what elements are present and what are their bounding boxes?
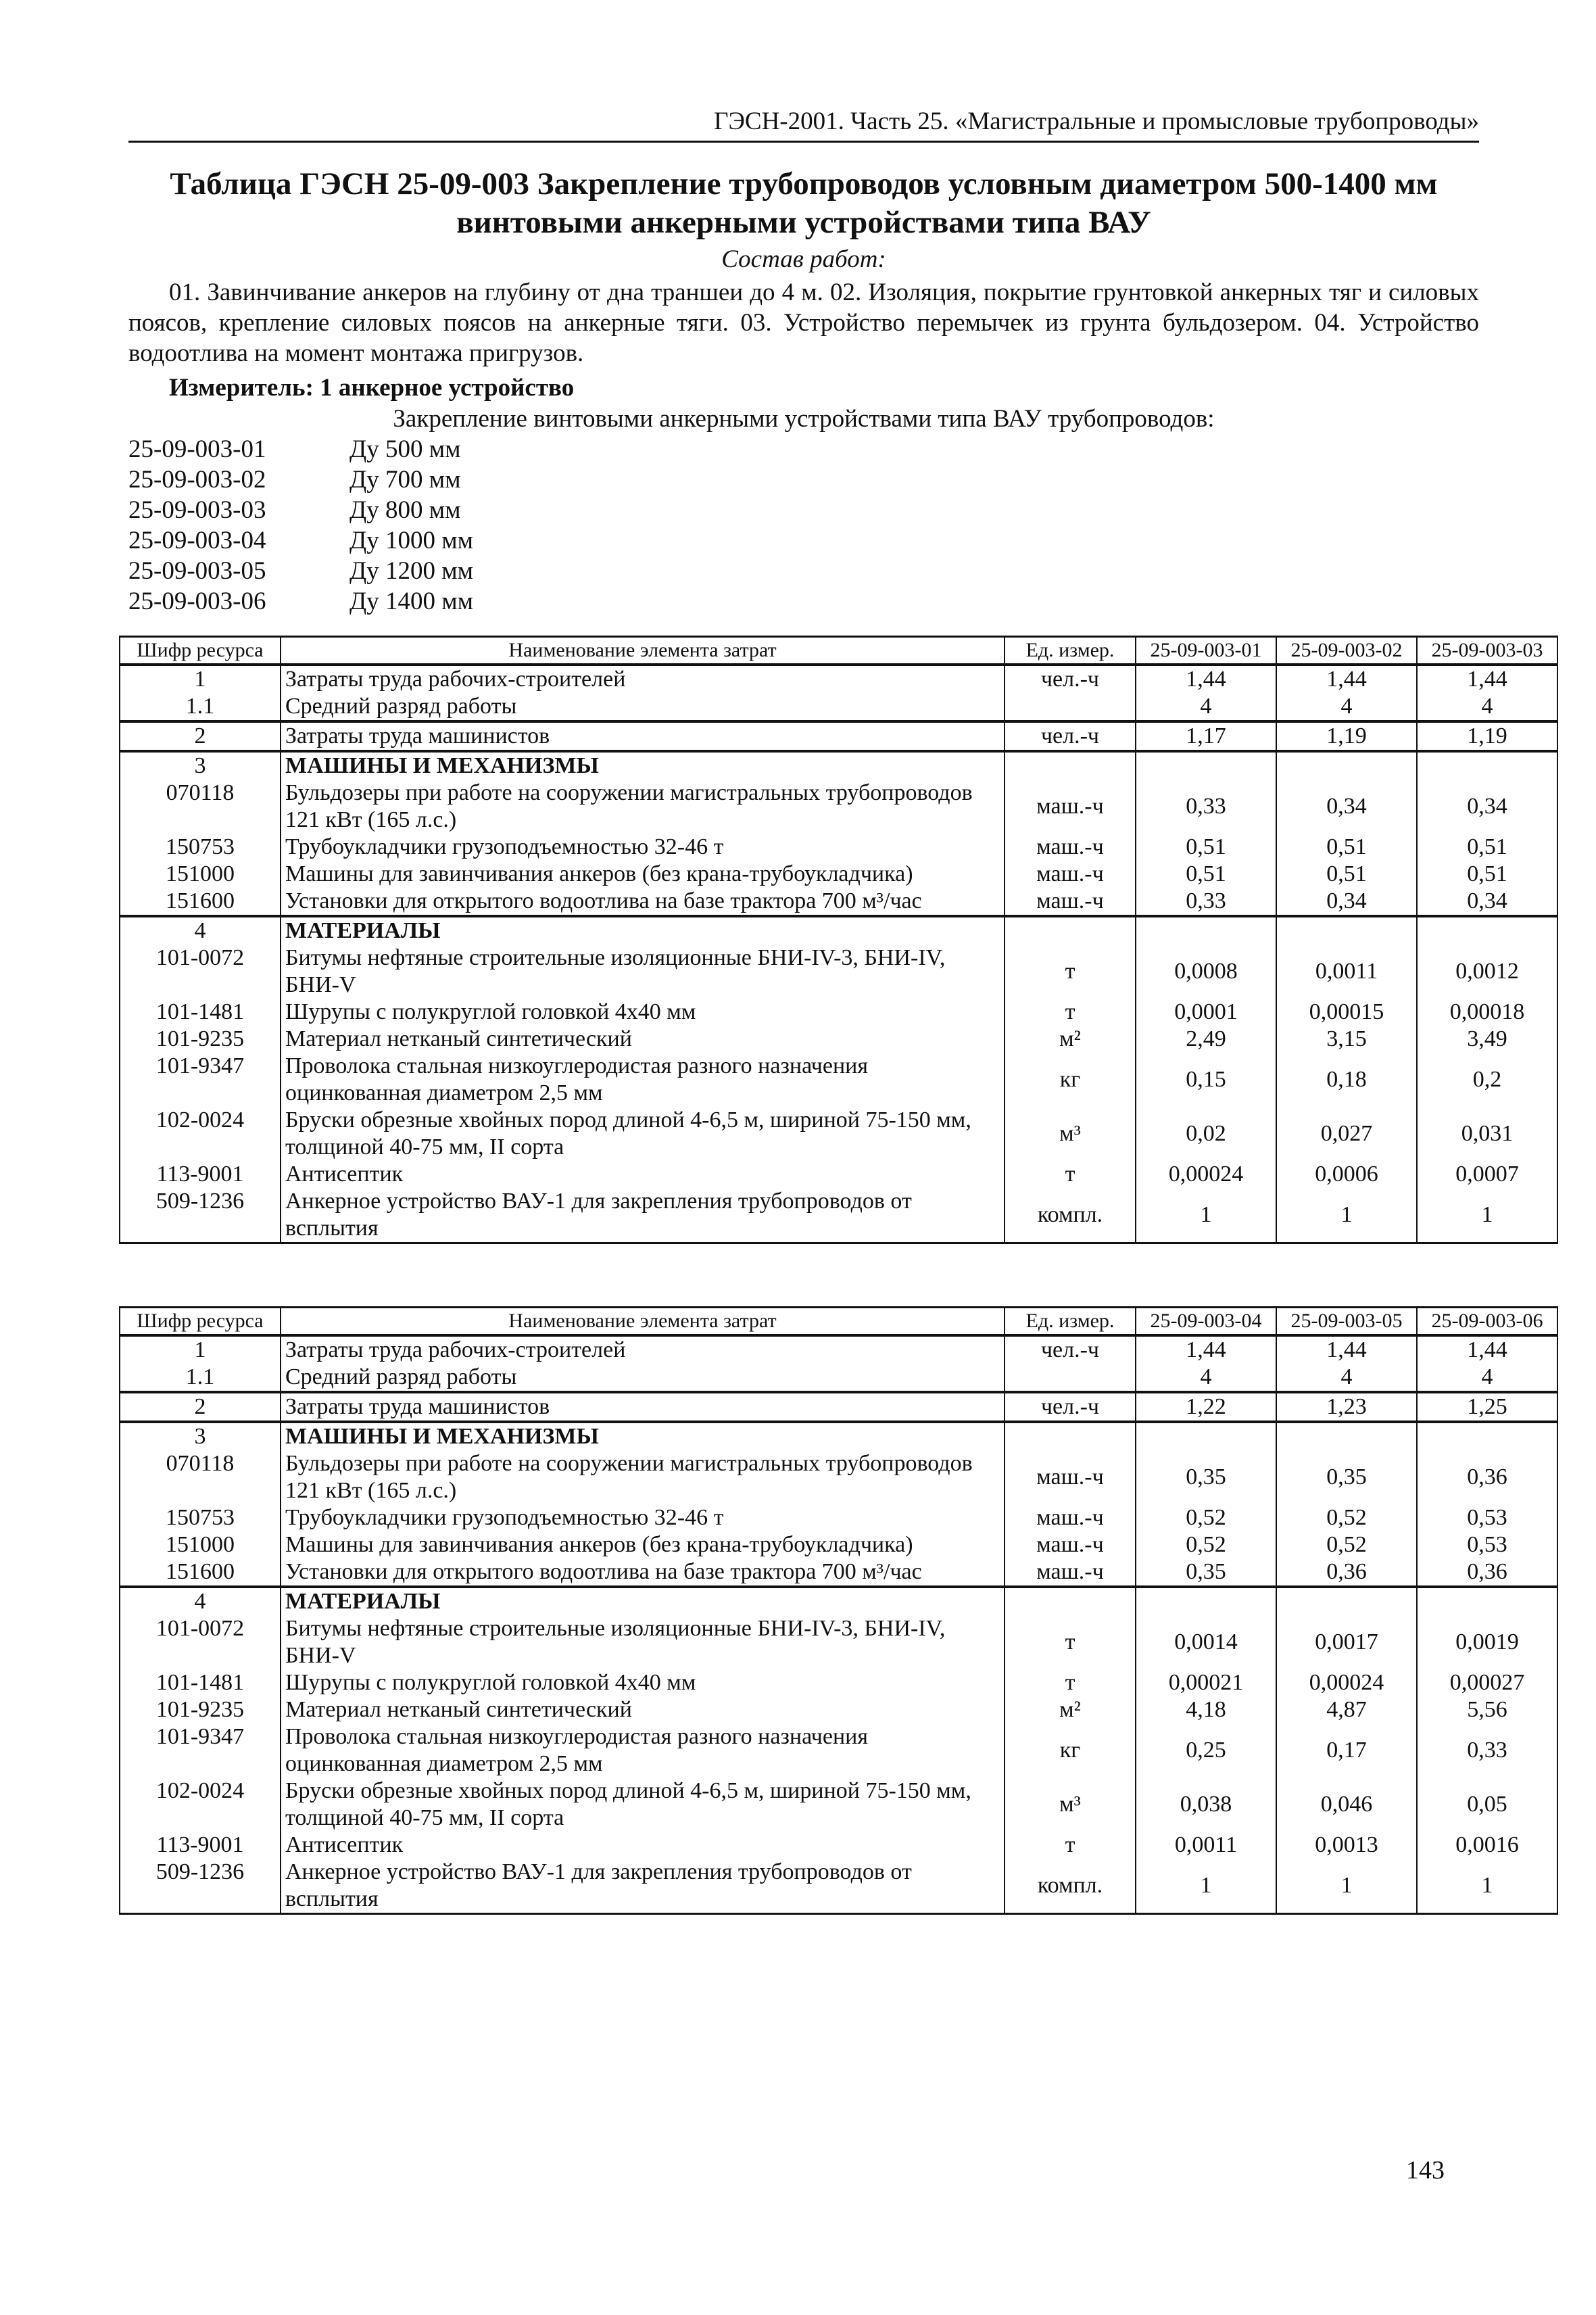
norm-value: 0,52 (1136, 1531, 1276, 1558)
norm-value (1276, 751, 1417, 780)
unit: м² (1005, 1696, 1136, 1723)
running-header: ГЭСН-2001. Часть 25. «Магистральные и промысловые трубопроводы» (128, 103, 1479, 143)
resource-code: 070118 (120, 780, 281, 834)
norm-value: 0,51 (1417, 861, 1557, 888)
table-row (120, 693, 1557, 721)
table-title-line-2: винтовыми анкерными устройствами типа ВАУ (456, 205, 1151, 240)
code-desc: Ду 800 мм (349, 496, 461, 524)
header-norm-code: 25-09-003-05 (1276, 1308, 1417, 1336)
norm-value: 0,0011 (1136, 1832, 1276, 1859)
norm-value: 0,33 (1136, 888, 1276, 916)
resource-code: 3 (120, 751, 281, 780)
unit (1005, 1422, 1136, 1450)
norm-value: 1,44 (1276, 1335, 1417, 1364)
header-norm-code: 25-09-003-01 (1136, 637, 1276, 665)
norm-value: 4 (1136, 1364, 1276, 1392)
norm-value: 0,18 (1276, 1053, 1417, 1107)
code: 25-09-003-03 (128, 496, 266, 524)
resource-code: 070118 (120, 1450, 281, 1504)
work-composition-text: 01. Завинчивание анкеров на глубину от дна траншеи до 4 м. 02. Изоляция, покрытие грунтовкой анкерных тяг и силовых поясов, крепление силовых поясов на анкерные тяги. 03. Устройство перемычек из грунта бульдозером. 04. Устройство водоотлива на момент монтажа пригрузов. (128, 279, 1479, 367)
code-list (128, 434, 473, 617)
norm-value: 4 (1417, 693, 1557, 721)
norm-value (1417, 1422, 1557, 1450)
table-row (120, 1364, 1557, 1392)
unit (1005, 1587, 1136, 1615)
norm-value: 0,038 (1136, 1777, 1276, 1832)
norm-value: 0,25 (1136, 1723, 1276, 1777)
code: 25-09-003-05 (128, 557, 266, 585)
table-row (120, 834, 1557, 861)
element-name: Шурупы с полукруглой головкой 4х40 мм (281, 999, 1005, 1026)
norm-value (1276, 916, 1417, 945)
element-name: МАШИНЫ И МЕХАНИЗМЫ (281, 751, 1005, 780)
norm-value: 0,17 (1276, 1723, 1417, 1777)
norm-value: 0,34 (1417, 888, 1557, 916)
unit (1005, 1364, 1136, 1392)
code-desc: Ду 1200 мм (349, 557, 474, 585)
header-name: Наименование элемента затрат (281, 1308, 1005, 1336)
norm-value: 0,0014 (1136, 1615, 1276, 1669)
norm-value: 3,49 (1417, 1026, 1557, 1053)
element-name: Битумы нефтяные строительные изоляционные БНИ-IV-3, БНИ-IV, БНИ-V (281, 945, 1005, 999)
header-name: Наименование элемента затрат (281, 637, 1005, 665)
resource-code: 101-9235 (120, 1026, 281, 1053)
code-desc: Ду 700 мм (349, 466, 461, 494)
resource-code: 3 (120, 1422, 281, 1450)
header-norm-code: 25-09-003-03 (1417, 637, 1557, 665)
norm-value: 1,23 (1276, 1392, 1417, 1422)
norm-value: 1,44 (1417, 665, 1557, 693)
norm-value: 4 (1136, 693, 1276, 721)
element-name: Трубоукладчики грузоподъемностью 32-46 т (281, 834, 1005, 861)
norm-value: 0,34 (1276, 888, 1417, 916)
code-list-item (128, 464, 473, 495)
norm-value: 0,35 (1276, 1450, 1417, 1504)
table-row (120, 1777, 1557, 1832)
unit: т (1005, 1669, 1136, 1696)
norm-value: 1 (1136, 1859, 1276, 1914)
element-name: МАТЕРИАЛЫ (281, 1587, 1005, 1615)
cost-table-2 (119, 1306, 1558, 1915)
resource-code: 1.1 (120, 693, 281, 721)
norm-value: 0,00024 (1276, 1669, 1417, 1696)
header-norm-code: 25-09-003-02 (1276, 637, 1417, 665)
norm-value: 4,18 (1136, 1696, 1276, 1723)
norm-value (1417, 916, 1557, 945)
unit (1005, 916, 1136, 945)
table-row (120, 1450, 1557, 1504)
norm-value: 0,0008 (1136, 945, 1276, 999)
code-list-item (128, 556, 473, 586)
element-name: Шурупы с полукруглой головкой 4х40 мм (281, 1669, 1005, 1696)
norm-value: 0,51 (1136, 861, 1276, 888)
norm-value: 0,33 (1417, 1723, 1557, 1777)
meter-line: Измеритель: 1 анкерное устройство (169, 374, 575, 402)
norm-value: 4 (1276, 693, 1417, 721)
unit: маш.-ч (1005, 1531, 1136, 1558)
sub-heading: Закрепление винтовыми анкерными устройствами типа ВАУ трубопроводов: (393, 405, 1215, 433)
element-name: Затраты труда рабочих-строителей (281, 1335, 1005, 1364)
norm-value: 0,36 (1417, 1558, 1557, 1587)
unit: маш.-ч (1005, 834, 1136, 861)
composition-label: Состав работ: (721, 245, 886, 273)
norm-value: 0,0019 (1417, 1615, 1557, 1669)
table-row (120, 1188, 1557, 1243)
norm-value: 4 (1417, 1364, 1557, 1392)
element-name: Бруски обрезные хвойных пород длиной 4-6,5 м, шириной 75-150 мм, толщиной 40-75 мм, II сорта (281, 1107, 1005, 1161)
unit: компл. (1005, 1188, 1136, 1243)
unit (1005, 751, 1136, 780)
norm-value: 1 (1136, 1188, 1276, 1243)
element-name: Антисептик (281, 1161, 1005, 1188)
element-name: Антисептик (281, 1832, 1005, 1859)
norm-value: 0,51 (1276, 861, 1417, 888)
table-row (120, 1107, 1557, 1161)
resource-code: 101-0072 (120, 1615, 281, 1669)
table-row (120, 999, 1557, 1026)
norm-value: 0,36 (1417, 1450, 1557, 1504)
resource-code: 150753 (120, 1504, 281, 1531)
table-row (120, 1531, 1557, 1558)
resource-code: 151000 (120, 1531, 281, 1558)
resource-code: 2 (120, 721, 281, 751)
table-row (120, 1832, 1557, 1859)
norm-value: 2,49 (1136, 1026, 1276, 1053)
resource-code: 101-0072 (120, 945, 281, 999)
element-name: Затраты труда рабочих-строителей (281, 665, 1005, 693)
norm-value: 0,02 (1136, 1107, 1276, 1161)
norm-value: 0,53 (1417, 1504, 1557, 1531)
norm-value: 1 (1276, 1188, 1417, 1243)
element-name: Установки для открытого водоотлива на базе трактора 700 м³/час (281, 1558, 1005, 1587)
unit: т (1005, 999, 1136, 1026)
unit: т (1005, 945, 1136, 999)
norm-value (1136, 916, 1276, 945)
page-number: 143 (1406, 2156, 1445, 2185)
norm-value (1276, 1587, 1417, 1615)
norm-value: 0,046 (1276, 1777, 1417, 1832)
norm-value: 0,00027 (1417, 1669, 1557, 1696)
header-unit: Ед. измер. (1005, 1308, 1136, 1336)
norm-value: 0,34 (1417, 780, 1557, 834)
element-name: Битумы нефтяные строительные изоляционные БНИ-IV-3, БНИ-IV, БНИ-V (281, 1615, 1005, 1669)
unit: маш.-ч (1005, 1504, 1136, 1531)
code-list-item (128, 586, 473, 617)
table-row (120, 888, 1557, 916)
unit: маш.-ч (1005, 888, 1136, 916)
norm-value: 0,00021 (1136, 1669, 1276, 1696)
header-norm-code: 25-09-003-04 (1136, 1308, 1276, 1336)
norm-value: 1 (1417, 1188, 1557, 1243)
norm-value: 1,25 (1417, 1392, 1557, 1422)
code-desc: Ду 1400 мм (349, 588, 474, 615)
resource-code: 151600 (120, 888, 281, 916)
element-name: МАТЕРИАЛЫ (281, 916, 1005, 945)
element-name: Средний разряд работы (281, 1364, 1005, 1392)
norm-value: 1,17 (1136, 721, 1276, 751)
resource-code: 113-9001 (120, 1832, 281, 1859)
norm-value: 0,36 (1276, 1558, 1417, 1587)
resource-code: 1 (120, 665, 281, 693)
norm-value: 0,0007 (1417, 1161, 1557, 1188)
header-norm-code: 25-09-003-06 (1417, 1308, 1557, 1336)
norm-value: 0,027 (1276, 1107, 1417, 1161)
table-row (120, 1558, 1557, 1587)
code-list-item (128, 525, 473, 556)
norm-value: 3,15 (1276, 1026, 1417, 1053)
norm-value: 0,05 (1417, 1777, 1557, 1832)
element-name: Анкерное устройство ВАУ-1 для закрепления трубопроводов от всплытия (281, 1859, 1005, 1914)
table-header-row (120, 637, 1557, 665)
code-list-item (128, 495, 473, 525)
unit: чел.-ч (1005, 1392, 1136, 1422)
code-desc: Ду 500 мм (349, 435, 461, 463)
table-row (120, 721, 1557, 751)
code-list-item (128, 434, 473, 464)
norm-value: 1,22 (1136, 1392, 1276, 1422)
table-row (120, 1161, 1557, 1188)
header-code: Шифр ресурса (120, 637, 281, 665)
resource-code: 101-9347 (120, 1053, 281, 1107)
norm-value: 0,00024 (1136, 1161, 1276, 1188)
table-row (120, 1053, 1557, 1107)
unit: чел.-ч (1005, 665, 1136, 693)
table-row (120, 916, 1557, 945)
norm-value: 1 (1417, 1859, 1557, 1914)
norm-value (1136, 751, 1276, 780)
resource-code: 151000 (120, 861, 281, 888)
norm-value: 0,0016 (1417, 1832, 1557, 1859)
unit: кг (1005, 1723, 1136, 1777)
element-name: Машины для завинчивания анкеров (без крана-трубоукладчика) (281, 1531, 1005, 1558)
table-row (120, 1504, 1557, 1531)
resource-code: 4 (120, 916, 281, 945)
unit (1005, 693, 1136, 721)
norm-value: 0,00018 (1417, 999, 1557, 1026)
unit: т (1005, 1161, 1136, 1188)
norm-value: 0,51 (1417, 834, 1557, 861)
table-header-row (120, 1308, 1557, 1336)
norm-value: 1 (1276, 1859, 1417, 1914)
norm-value: 0,0001 (1136, 999, 1276, 1026)
resource-code: 101-1481 (120, 999, 281, 1026)
table-title (128, 165, 1479, 242)
cost-table-1 (119, 636, 1558, 1244)
norm-value: 0,53 (1417, 1531, 1557, 1558)
resource-code: 102-0024 (120, 1777, 281, 1832)
code-desc: Ду 1000 мм (349, 527, 474, 554)
table-row (120, 751, 1557, 780)
norm-value (1136, 1422, 1276, 1450)
norm-value (1417, 751, 1557, 780)
code: 25-09-003-01 (128, 435, 266, 463)
resource-code: 509-1236 (120, 1188, 281, 1243)
element-name: Затраты труда машинистов (281, 721, 1005, 751)
norm-value: 0,0012 (1417, 945, 1557, 999)
norm-value: 1,19 (1276, 721, 1417, 751)
resource-code: 1 (120, 1335, 281, 1364)
resource-code: 4 (120, 1587, 281, 1615)
norm-value (1276, 1422, 1417, 1450)
resource-code: 2 (120, 1392, 281, 1422)
table-row (120, 945, 1557, 999)
resource-code: 102-0024 (120, 1107, 281, 1161)
element-name: Бульдозеры при работе на сооружении магистральных трубопроводов 121 кВт (165 л.с.) (281, 1450, 1005, 1504)
norm-value: 0,0013 (1276, 1832, 1417, 1859)
norm-value (1417, 1587, 1557, 1615)
table-row (120, 1335, 1557, 1364)
table-row (120, 1392, 1557, 1422)
resource-code: 101-1481 (120, 1669, 281, 1696)
norm-value: 4,87 (1276, 1696, 1417, 1723)
norm-value: 1,44 (1136, 665, 1276, 693)
header-code: Шифр ресурса (120, 1308, 281, 1336)
unit: маш.-ч (1005, 1558, 1136, 1587)
code: 25-09-003-06 (128, 588, 266, 615)
element-name: Средний разряд работы (281, 693, 1005, 721)
resource-code: 101-9235 (120, 1696, 281, 1723)
unit: чел.-ч (1005, 721, 1136, 751)
resource-code: 151600 (120, 1558, 281, 1587)
table-row (120, 665, 1557, 693)
norm-value: 0,0011 (1276, 945, 1417, 999)
resource-code: 509-1236 (120, 1859, 281, 1914)
unit: чел.-ч (1005, 1335, 1136, 1364)
table-row (120, 1859, 1557, 1914)
table-row (120, 780, 1557, 834)
norm-value: 4 (1276, 1364, 1417, 1392)
unit: т (1005, 1615, 1136, 1669)
element-name: Машины для завинчивания анкеров (без крана-трубоукладчика) (281, 861, 1005, 888)
table-row (120, 1669, 1557, 1696)
element-name: Бруски обрезные хвойных пород длиной 4-6,5 м, шириной 75-150 мм, толщиной 40-75 мм, II сорта (281, 1777, 1005, 1832)
resource-code: 113-9001 (120, 1161, 281, 1188)
table-row (120, 1615, 1557, 1669)
element-name: Материал нетканый синтетический (281, 1026, 1005, 1053)
norm-value: 0,52 (1276, 1531, 1417, 1558)
element-name: Бульдозеры при работе на сооружении магистральных трубопроводов 121 кВт (165 л.с.) (281, 780, 1005, 834)
norm-value: 0,0017 (1276, 1615, 1417, 1669)
element-name: МАШИНЫ И МЕХАНИЗМЫ (281, 1422, 1005, 1450)
norm-value: 0,34 (1276, 780, 1417, 834)
unit: м³ (1005, 1777, 1136, 1832)
element-name: Проволока стальная низкоуглеродистая разного назначения оцинкованная диаметром 2,5 мм (281, 1723, 1005, 1777)
norm-value: 0,51 (1276, 834, 1417, 861)
element-name: Проволока стальная низкоуглеродистая разного назначения оцинкованная диаметром 2,5 мм (281, 1053, 1005, 1107)
table-row (120, 1422, 1557, 1450)
norm-value: 0,51 (1136, 834, 1276, 861)
unit: т (1005, 1832, 1136, 1859)
norm-value: 0,00015 (1276, 999, 1417, 1026)
table-title-line-1: Таблица ГЭСН 25-09-003 Закрепление трубопроводов условным диаметром 500-1400 мм (170, 166, 1438, 201)
norm-value (1136, 1587, 1276, 1615)
norm-value: 0,52 (1276, 1504, 1417, 1531)
table-row (120, 861, 1557, 888)
element-name: Анкерное устройство ВАУ-1 для закрепления трубопроводов от всплытия (281, 1188, 1005, 1243)
norm-value: 0,35 (1136, 1558, 1276, 1587)
element-name: Установки для открытого водоотлива на базе трактора 700 м³/час (281, 888, 1005, 916)
norm-value: 1,44 (1276, 665, 1417, 693)
element-name: Затраты труда машинистов (281, 1392, 1005, 1422)
table-row (120, 1723, 1557, 1777)
norm-value: 0,35 (1136, 1450, 1276, 1504)
resource-code: 150753 (120, 834, 281, 861)
header-unit: Ед. измер. (1005, 637, 1136, 665)
table-row (120, 1587, 1557, 1615)
code: 25-09-003-04 (128, 527, 266, 554)
unit: кг (1005, 1053, 1136, 1107)
resource-code: 1.1 (120, 1364, 281, 1392)
norm-value: 0,33 (1136, 780, 1276, 834)
code: 25-09-003-02 (128, 466, 266, 494)
unit: м² (1005, 1026, 1136, 1053)
resource-code: 101-9347 (120, 1723, 281, 1777)
table-row (120, 1696, 1557, 1723)
norm-value: 5,56 (1417, 1696, 1557, 1723)
norm-value: 0,52 (1136, 1504, 1276, 1531)
unit: маш.-ч (1005, 861, 1136, 888)
norm-value: 0,15 (1136, 1053, 1276, 1107)
norm-value: 1,44 (1417, 1335, 1557, 1364)
element-name: Трубоукладчики грузоподъемностью 32-46 т (281, 1504, 1005, 1531)
norm-value: 1,44 (1136, 1335, 1276, 1364)
norm-value: 0,0006 (1276, 1161, 1417, 1188)
unit: маш.-ч (1005, 1450, 1136, 1504)
table-row (120, 1026, 1557, 1053)
norm-value: 1,19 (1417, 721, 1557, 751)
unit: маш.-ч (1005, 780, 1136, 834)
norm-value: 0,2 (1417, 1053, 1557, 1107)
norm-value: 0,031 (1417, 1107, 1557, 1161)
unit: компл. (1005, 1859, 1136, 1914)
unit: м³ (1005, 1107, 1136, 1161)
element-name: Материал нетканый синтетический (281, 1696, 1005, 1723)
